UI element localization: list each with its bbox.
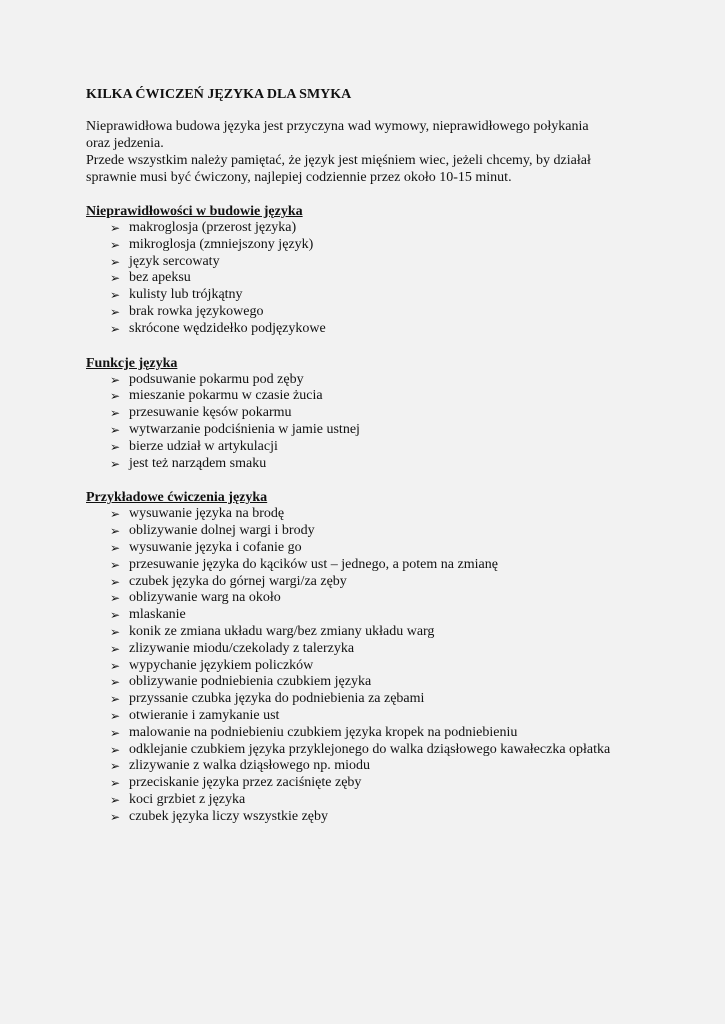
list-item: [110, 388, 665, 405]
arrow-bullet-icon: ➢: [110, 641, 121, 656]
list-item-text: mlaskanie: [129, 607, 186, 623]
intro-line: Nieprawidłowa budowa języka jest przyczyna wad wymowy, nieprawidłowego połykania: [86, 119, 589, 134]
list-item-text: wypychanie językiem policzków: [129, 657, 314, 673]
list-item-text: koci grzbiet z języka: [129, 791, 246, 807]
list-item: [110, 439, 665, 456]
list-item: [110, 658, 665, 675]
list-item: [110, 321, 665, 338]
section-heading: Nieprawidłowości w budowie języka: [86, 204, 303, 219]
list-item: [110, 456, 665, 473]
list-item: [110, 624, 665, 641]
list-item-text: podsuwanie pokarmu pod zęby: [129, 371, 304, 387]
arrow-bullet-icon: ➢: [110, 624, 121, 639]
arrow-bullet-icon: ➢: [110, 321, 121, 336]
arrow-bullet-icon: ➢: [110, 406, 121, 421]
list-item: [110, 557, 665, 574]
arrow-bullet-icon: ➢: [110, 271, 121, 286]
list-item-text: mikroglosja (zmniejszony język): [129, 236, 314, 252]
arrow-bullet-icon: ➢: [110, 809, 121, 824]
arrow-bullet-icon: ➢: [110, 792, 121, 807]
section-2: [86, 489, 665, 825]
arrow-bullet-icon: ➢: [110, 675, 121, 690]
arrow-bullet-icon: ➢: [110, 372, 121, 387]
list-item-text: konik ze zmiana układu warg/bez zmiany układu warg: [129, 623, 435, 639]
arrow-bullet-icon: ➢: [110, 524, 121, 539]
list-item-text: przyssanie czubka języka do podniebienia za zębami: [129, 691, 425, 707]
bullet-list: [86, 506, 665, 825]
arrow-bullet-icon: ➢: [110, 608, 121, 623]
arrow-bullet-icon: ➢: [110, 507, 121, 522]
list-item: [110, 775, 665, 792]
arrow-bullet-icon: ➢: [110, 692, 121, 707]
list-item-text: zlizywanie z walka dziąsłowego np. miodu: [129, 758, 371, 774]
arrow-bullet-icon: ➢: [110, 708, 121, 723]
arrow-bullet-icon: ➢: [110, 237, 121, 252]
list-item: [110, 237, 665, 254]
list-item: [110, 506, 665, 523]
list-item-text: zlizywanie miodu/czekolady z talerzyka: [129, 640, 355, 656]
arrow-bullet-icon: ➢: [110, 389, 121, 404]
list-item: [110, 758, 665, 775]
list-item: [110, 270, 665, 287]
list-item: [110, 708, 665, 725]
list-item: [110, 674, 665, 691]
list-item: [110, 590, 665, 607]
section-1: [86, 355, 665, 473]
list-item: [110, 641, 665, 658]
intro-line: Przede wszystkim należy pamiętać, że język jest mięśniem wiec, jeżeli chcemy, by działał: [86, 153, 591, 168]
arrow-bullet-icon: ➢: [110, 540, 121, 555]
section-heading: Funkcje języka: [86, 355, 178, 371]
list-item-text: otwieranie i zamykanie ust: [129, 707, 280, 723]
list-item: [110, 422, 665, 439]
bullet-list: [86, 220, 665, 338]
list-item-text: oblizywanie podniebienia czubkiem języka: [129, 674, 372, 690]
list-item-text: oblizywanie warg na około: [129, 590, 281, 606]
arrow-bullet-icon: ➢: [110, 742, 121, 757]
list-item: [110, 220, 665, 237]
bullet-list: [86, 372, 665, 473]
section-heading: Przykładowe ćwiczenia języka: [86, 490, 268, 506]
list-item-text: wysuwanie języka i cofanie go: [129, 539, 302, 555]
list-item-text: mieszanie pokarmu w czasie żucia: [129, 388, 323, 404]
section-0: [86, 203, 665, 338]
list-item-text: czubek języka liczy wszystkie zęby: [129, 808, 329, 824]
list-item: [110, 691, 665, 708]
list-item: [110, 254, 665, 271]
arrow-bullet-icon: ➢: [110, 591, 121, 606]
list-item-text: brak rowka językowego: [129, 303, 264, 319]
list-item-text: oblizywanie dolnej wargi i brody: [129, 523, 315, 539]
list-item-text: język sercowaty: [129, 253, 220, 269]
list-item: [110, 792, 665, 809]
intro-paragraph: [86, 118, 646, 186]
arrow-bullet-icon: ➢: [110, 658, 121, 673]
list-item: [110, 540, 665, 557]
list-item-text: makroglosja (przerost języka): [129, 220, 297, 235]
list-item-text: przeciskanie języka przez zaciśnięte zęby: [129, 775, 362, 791]
arrow-bullet-icon: ➢: [110, 759, 121, 774]
list-item-text: wysuwanie języka na brodę: [129, 506, 285, 522]
arrow-bullet-icon: ➢: [110, 776, 121, 791]
arrow-bullet-icon: ➢: [110, 304, 121, 319]
arrow-bullet-icon: ➢: [110, 557, 121, 572]
arrow-bullet-icon: ➢: [110, 254, 121, 269]
list-item: [110, 304, 665, 321]
list-item: [110, 287, 665, 304]
list-item-text: skrócone wędzidełko podjęzykowe: [129, 320, 326, 336]
intro-line: oraz jedzenia.: [86, 136, 164, 151]
arrow-bullet-icon: ➢: [110, 422, 121, 437]
list-item: [110, 574, 665, 591]
arrow-bullet-icon: ➢: [110, 456, 121, 471]
list-item-text: odklejanie czubkiem języka przyklejonego do walka dziąsłowego kawałeczka opłatka: [129, 741, 611, 757]
list-item: [110, 405, 665, 422]
intro-line: sprawnie musi być ćwiczony, najlepiej codziennie przez około 10-15 minut.: [86, 170, 512, 185]
list-item-text: bez apeksu: [129, 270, 191, 286]
arrow-bullet-icon: ➢: [110, 574, 121, 589]
list-item: [110, 607, 665, 624]
arrow-bullet-icon: ➢: [110, 221, 121, 235]
list-item-text: przesuwanie języka do kącików ust – jednego, a potem na zmianę: [129, 556, 498, 572]
list-item-text: czubek języka do górnej wargi/za zęby: [129, 573, 347, 589]
arrow-bullet-icon: ➢: [110, 439, 121, 454]
arrow-bullet-icon: ➢: [110, 288, 121, 303]
sections-container: [86, 203, 665, 826]
list-item: [110, 742, 665, 759]
list-item: [110, 523, 665, 540]
document-title: KILKA ĆWICZEŃ JĘZYKA DLA SMYKA: [86, 87, 352, 102]
list-item-text: przesuwanie kęsów pokarmu: [129, 405, 292, 421]
list-item: [110, 809, 665, 826]
arrow-bullet-icon: ➢: [110, 725, 121, 740]
list-item-text: wytwarzanie podciśnienia w jamie ustnej: [129, 421, 360, 437]
list-item: [110, 372, 665, 389]
list-item-text: jest też narządem smaku: [129, 455, 267, 471]
list-item-text: bierze udział w artykulacji: [129, 438, 278, 454]
list-item-text: kulisty lub trójkątny: [129, 287, 243, 303]
list-item-text: malowanie na podniebieniu czubkiem języka kropek na podniebieniu: [129, 724, 518, 740]
list-item: [110, 725, 665, 742]
